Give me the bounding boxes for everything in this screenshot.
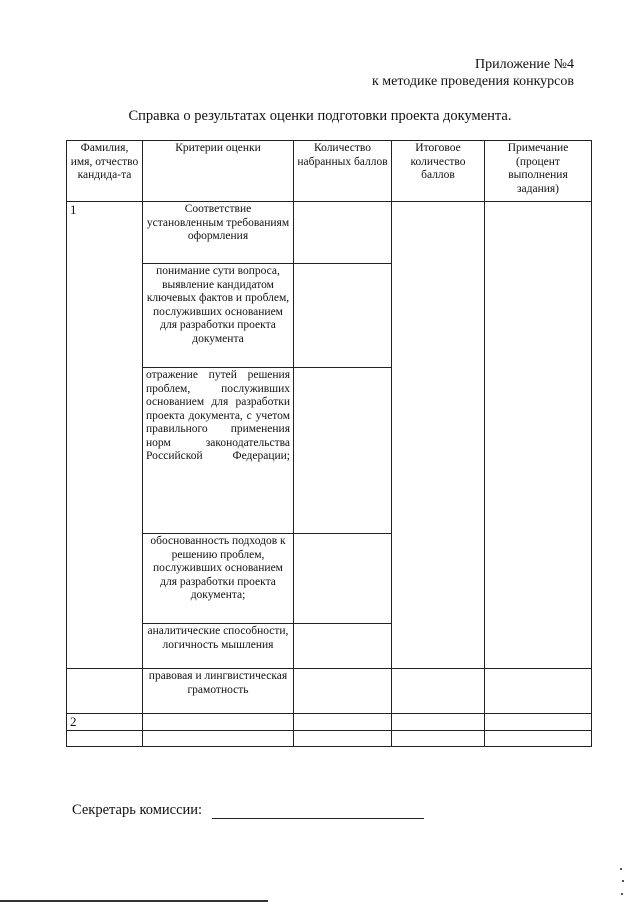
points-cell — [294, 669, 392, 714]
points-cell — [294, 202, 392, 264]
scan-speck — [621, 893, 623, 895]
points-cell — [294, 264, 392, 368]
scan-speck — [620, 868, 622, 870]
table-header-row — [67, 141, 592, 202]
document-title: Справка о результатах оценки подготовки проекта документа. — [128, 108, 512, 124]
candidate-number-cell: 2 — [67, 714, 143, 731]
appendix-line-1: Приложение №4 — [475, 57, 574, 72]
criterion-cell: правовая и лингвистическая грамотность — [143, 669, 294, 714]
header-note: Примечание (процент выполнения задания) — [485, 141, 592, 202]
secretary-label: Секретарь комиссии: — [72, 802, 203, 818]
header-points-scored: Количество набранных баллов — [294, 141, 392, 202]
header-candidate-name: Фамилия, имя, отчество кандида-та — [67, 141, 143, 202]
table-row — [67, 730, 592, 746]
empty-cell — [485, 730, 592, 746]
criterion-cell: аналитические способности, логичность мышления — [143, 624, 294, 669]
criterion-cell: Соответствие установленным требованиям оформления — [143, 202, 294, 264]
empty-cell — [392, 730, 485, 746]
secretary-signature — [72, 802, 424, 819]
scan-speck — [622, 880, 624, 882]
empty-cell — [294, 730, 392, 746]
points-cell — [294, 368, 392, 534]
scan-edge-line — [0, 900, 268, 902]
appendix-header — [372, 56, 574, 90]
total-points-cell — [392, 669, 485, 714]
empty-cell — [143, 730, 294, 746]
signature-line — [212, 803, 424, 819]
points-cell — [294, 624, 392, 669]
table-row — [67, 669, 592, 714]
criterion-cell: обоснованность подходов к решению проблем, послуживших основанием для разработки проекта документа; — [143, 534, 294, 624]
appendix-line-2: к методике проведения конкурсов — [371, 74, 574, 89]
table-row — [67, 202, 592, 264]
criterion-cell: отражение путей решения проблем, послуживших основанием для разработки проекта документа, с учетом правильного применения норм законодательства Российской Федерации; — [143, 368, 294, 534]
points-cell — [294, 714, 392, 731]
empty-cell — [67, 730, 143, 746]
header-total-points: Итоговое количество баллов — [392, 141, 485, 202]
note-cell — [485, 669, 592, 714]
header-criteria: Критерии оценки — [143, 141, 294, 202]
table-row — [67, 714, 592, 731]
note-cell — [485, 202, 592, 669]
points-cell — [294, 534, 392, 624]
total-points-cell — [392, 714, 485, 731]
note-cell — [485, 714, 592, 731]
criterion-cell — [143, 714, 294, 731]
empty-cell — [67, 669, 143, 714]
criterion-cell: понимание сути вопроса, выявление кандидатом ключевых фактов и проблем, послуживших основанием для разработки проекта документа — [143, 264, 294, 368]
total-points-cell — [392, 202, 485, 669]
evaluation-table — [66, 140, 592, 747]
candidate-number-cell: 1 — [67, 202, 143, 669]
